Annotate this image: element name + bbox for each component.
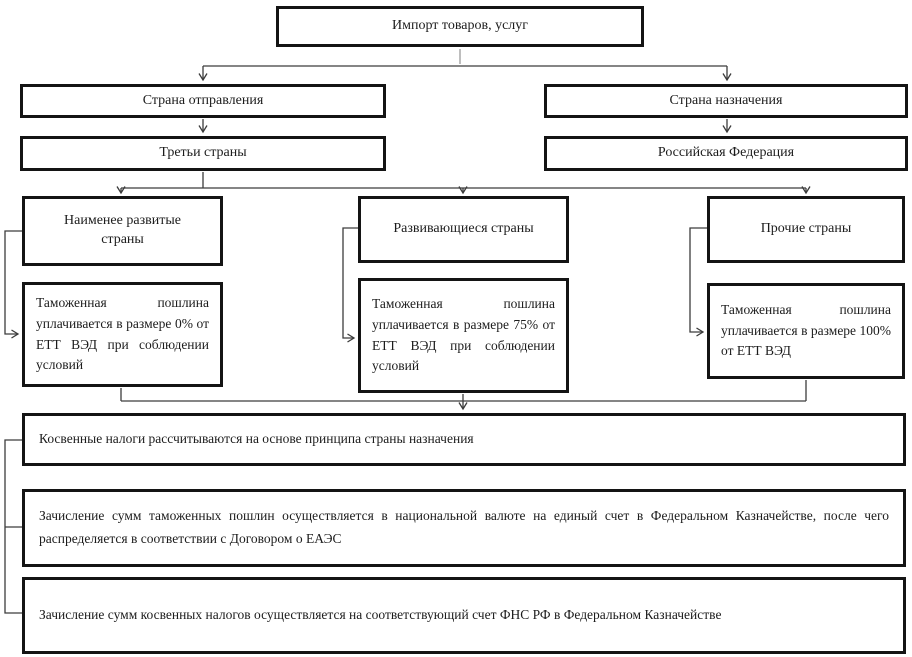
country-of-destination-label: Страна назначения [669,92,783,108]
box-third-countries [20,136,386,171]
bracket-developing-duty [343,228,359,338]
indirect-taxes-crediting-text: Зачисление сумм косвенных налогов осуществляется на соответствующий счет ФНС РФ в Федеральном Казначействе [39,607,722,623]
box-country-of-destination [544,84,908,118]
box-developing-countries [358,196,569,263]
box-duty-100-percent [707,283,905,379]
other-countries-label: Прочие страны [760,221,852,237]
duty-100-percent-text: Таможенная пошлина уплачивается в размере 100% от ЕТТ ВЭД [721,301,891,359]
box-russian-federation [544,136,908,171]
least-developed-countries-label: Наименее развитые страны [64,213,181,247]
russian-federation-label: Российская Федерация [657,145,795,161]
box-duty-75-percent [358,278,569,393]
duty-75-percent-text: Таможенная пошлина уплачивается в размере 75% от ЕТТ ВЭД при соблюдении условий [372,295,555,374]
customs-duties-crediting-text: Зачисление сумм таможенных пошлин осуществляется в национальной валюте на единый счет в Федеральном Казначействе, после чего распределяется в соответствии с Договором о ЕАЭС [39,508,889,546]
box-country-of-dispatch [20,84,386,118]
import-title-label: Импорт товаров, услуг [391,18,529,34]
duty-0-percent-text: Таможенная пошлина уплачивается в размере 0% от ЕТТ ВЭД при соблюдении условий [36,294,209,373]
note-customs-duties-crediting [22,489,906,567]
box-duty-0-percent [22,282,223,387]
indirect-taxes-principle-text: Косвенные налоги рассчитываются на основе принципа страны назначения [39,431,474,447]
box-other-countries [707,196,905,263]
box-least-developed-countries [22,196,223,266]
bracket-least-developed-duty [5,231,23,334]
note-indirect-taxes-crediting [22,577,906,654]
third-countries-label: Третьи страны [159,145,247,161]
bracket-other-duty [690,228,708,332]
box-import-title [276,6,644,47]
note-indirect-taxes-principle [22,413,906,466]
developing-countries-label: Развивающиеся страны [393,221,534,237]
country-of-dispatch-label: Страна отправления [142,92,264,108]
